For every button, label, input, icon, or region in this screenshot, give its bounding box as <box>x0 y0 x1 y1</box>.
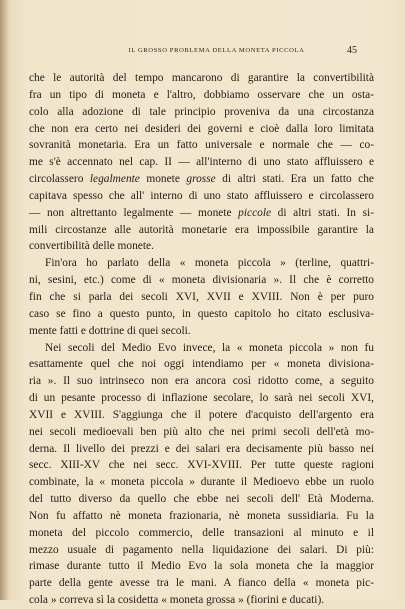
text-line <box>29 390 374 407</box>
text-segment: fra un tipo di moneta e l'altro, dobbiamo osservare che un osta- <box>29 88 374 101</box>
text-line <box>29 272 374 289</box>
text-line <box>29 154 374 171</box>
text-line <box>29 306 374 323</box>
text-segment: — non altrettanto legalmente — monete <box>29 206 239 219</box>
italic-emphasis: piccole <box>238 206 272 219</box>
text-segment: mezzo usuale di pagamento nella liquidazione dei salari. Di più: <box>29 543 374 556</box>
text-line <box>29 171 374 188</box>
text-line <box>29 70 374 87</box>
text-segment: Nei secoli del Medio Evo invece, la « moneta piccola » non fu <box>45 341 374 354</box>
text-segment: che le autorità del tempo mancarono di garantire la convertibilità <box>29 72 374 84</box>
text-line <box>29 542 374 559</box>
text-line <box>29 87 374 104</box>
text-line <box>29 424 374 441</box>
text-line <box>29 575 374 592</box>
text-line <box>29 255 374 272</box>
text-segment: mente fatti e dottrine di quei secoli. <box>29 324 191 337</box>
body-text <box>29 70 374 609</box>
running-head: IL GROSSO PROBLEMA DELLA MONETA PICCOLA <box>128 47 305 54</box>
text-segment: fin che si parla dei secoli XVI, XVII e XVIII. Non è per puro <box>29 290 374 303</box>
text-line <box>29 340 374 357</box>
text-line <box>29 222 374 239</box>
page-number: 45 <box>347 45 357 56</box>
text-segment: monete <box>139 173 187 186</box>
text-segment: Non fu affatto nè moneta frazionaria, nè moneta sussidiaria. Fu la <box>29 509 374 522</box>
text-line <box>29 491 374 508</box>
text-line <box>29 592 374 609</box>
text-segment: convertibilità delle monete. <box>29 240 154 253</box>
text-line <box>29 474 374 491</box>
text-line <box>29 121 374 138</box>
text-line <box>29 188 374 205</box>
text-line <box>29 441 374 458</box>
text-segment: mili circostanze alle autorità monetarie era impossibile garantire la <box>29 223 374 236</box>
text-segment: ni, sesini, etc.) come di « moneta divisionaria ». Il che è corretto <box>29 274 374 287</box>
text-segment: combinate, la « moneta piccola » durante il Medioevo ebbe un ruolo <box>29 476 374 489</box>
text-line <box>29 356 374 373</box>
text-segment: XVII e XVIII. S'aggiunga che il potere d'acquisto dell'argento era <box>29 408 374 421</box>
text-segment: capitava spesso che all' interno di uno stato affluissero e circolassero <box>29 189 374 202</box>
text-line <box>29 238 374 255</box>
italic-emphasis: grosse <box>186 173 216 186</box>
text-line <box>29 457 374 474</box>
text-segment: Fin'ora ho parlato della « moneta piccola » (terline, quattri- <box>45 257 374 270</box>
text-segment: sovranità monetaria. Era un fatto universale e normale che — co- <box>29 139 374 152</box>
book-gutter-shadow <box>0 0 9 600</box>
text-segment: cola » correva sì la cosidetta « moneta grossa » (fiorini e ducati). <box>29 594 325 607</box>
text-segment: che non era certo nei desideri dei governi e cioè dalla loro limitata <box>29 122 374 135</box>
text-line <box>29 525 374 542</box>
text-segment: del tutto diverso da quello che ebbe nei secoli dell' Età Moderna. <box>29 493 374 506</box>
italic-emphasis: legalmente <box>89 173 140 186</box>
text-line <box>29 373 374 390</box>
text-segment: secc. XIII-XV che nei secc. XVI-XVIII. Per tutte queste ragioni <box>29 459 374 472</box>
text-line <box>29 508 374 525</box>
text-segment: circolassero <box>29 173 90 186</box>
text-line <box>29 558 374 575</box>
text-line <box>29 137 374 154</box>
text-segment: derna. Il livello dei prezzi e dei salari era decisamente più basso nei <box>29 442 374 455</box>
text-segment: di altri stati. In si- <box>271 206 374 219</box>
text-segment: nei secoli medioevali ben più alto che nei primi secoli dell'età mo- <box>29 425 374 438</box>
text-segment: ria ». Il suo intrinseco non era ancora così ridotto come, a seguito <box>29 375 374 388</box>
text-segment: esattamente quel che noi oggi intendiamo per « moneta divisiona- <box>29 358 374 371</box>
text-segment: colo alla adozione di tale principio proveniva da una circostanza <box>29 105 374 118</box>
text-line <box>29 323 374 340</box>
text-segment: parte della gente avesse tra le mani. A fianco della « moneta pic- <box>29 577 374 590</box>
text-line <box>29 289 374 306</box>
text-line <box>29 407 374 424</box>
text-segment: me s'è accennato nel cap. II — all'interno di uno stato affluissero e <box>29 156 374 169</box>
text-segment: moneta del piccolo commercio, delle transazioni al minuto e il <box>29 526 374 539</box>
text-segment: rimase durante tutto il Medio Evo la sola moneta che la maggior <box>29 560 374 573</box>
text-line <box>29 104 374 121</box>
text-segment: caso se fino a questo punto, in questo capitolo ho citato esclusiva- <box>29 307 374 320</box>
text-line <box>29 205 374 222</box>
text-segment: di un pesante processo di inflazione secolare, lo sarà nei secoli XVI, <box>29 392 374 405</box>
text-segment: di altri stati. Era un fatto che <box>215 173 374 186</box>
